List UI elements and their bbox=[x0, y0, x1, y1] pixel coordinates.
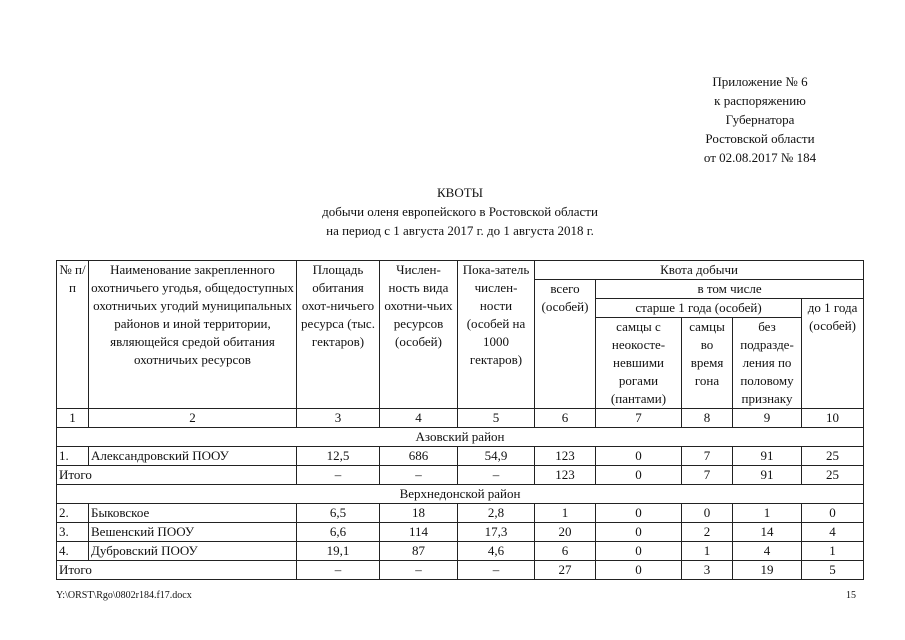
column-number: 5 bbox=[458, 409, 535, 428]
appendix-line: к распоряжению bbox=[714, 93, 806, 108]
total-population: – bbox=[380, 466, 458, 485]
table-row bbox=[57, 447, 864, 466]
row-males-antlers: 0 bbox=[596, 504, 682, 523]
header-indicator: Пока-затель числен-ности (особей на 1000 гектаров) bbox=[458, 261, 535, 409]
row-total: 6 bbox=[535, 542, 596, 561]
row-no-sex: 4 bbox=[733, 542, 802, 561]
row-area: 12,5 bbox=[297, 447, 380, 466]
row-indicator: 54,9 bbox=[458, 447, 535, 466]
appendix-line: Ростовской области bbox=[705, 131, 815, 146]
total-area: – bbox=[297, 561, 380, 580]
table-row bbox=[57, 542, 864, 561]
row-area: 19,1 bbox=[297, 542, 380, 561]
row-num: 1. bbox=[57, 447, 89, 466]
total-no-sex: 91 bbox=[733, 466, 802, 485]
row-no-sex: 14 bbox=[733, 523, 802, 542]
column-number: 9 bbox=[733, 409, 802, 428]
row-males-rut: 0 bbox=[682, 504, 733, 523]
header-males-rut: самцы во время гона bbox=[682, 318, 733, 409]
total-total: 123 bbox=[535, 466, 596, 485]
header-num: № п/п bbox=[57, 261, 89, 409]
row-population: 87 bbox=[380, 542, 458, 561]
row-name: Александровский ПООУ bbox=[89, 447, 297, 466]
row-no-sex: 91 bbox=[733, 447, 802, 466]
row-total: 123 bbox=[535, 447, 596, 466]
title-line: на период с 1 августа 2017 г. до 1 августа 2018 г. bbox=[326, 223, 594, 238]
total-label: Итого bbox=[57, 561, 297, 580]
row-under1: 25 bbox=[802, 447, 864, 466]
header-older: старше 1 года (особей) bbox=[596, 299, 802, 318]
table-body bbox=[57, 428, 864, 580]
total-population: – bbox=[380, 561, 458, 580]
document-title bbox=[160, 183, 760, 240]
total-label: Итого bbox=[57, 466, 297, 485]
district-name: Верхнедонской район bbox=[57, 485, 864, 504]
file-path: Y:\ORST\Rgo\0802r184.f17.docx bbox=[56, 590, 192, 601]
header-population: Числен-ность вида охотни-чьих ресурсов (особей) bbox=[380, 261, 458, 409]
header-total: всего (особей) bbox=[535, 280, 596, 409]
row-no-sex: 1 bbox=[733, 504, 802, 523]
row-name: Вешенский ПООУ bbox=[89, 523, 297, 542]
quota-table bbox=[56, 260, 864, 580]
column-number-row bbox=[57, 409, 864, 428]
column-number: 4 bbox=[380, 409, 458, 428]
total-indicator: – bbox=[458, 466, 535, 485]
row-under1: 4 bbox=[802, 523, 864, 542]
row-indicator: 2,8 bbox=[458, 504, 535, 523]
total-males-rut: 3 bbox=[682, 561, 733, 580]
table-row bbox=[57, 504, 864, 523]
title-line: добычи оленя европейского в Ростовской области bbox=[322, 204, 598, 219]
total-indicator: – bbox=[458, 561, 535, 580]
total-area: – bbox=[297, 466, 380, 485]
total-row bbox=[57, 466, 864, 485]
appendix-line: Губернатора bbox=[725, 112, 795, 127]
row-num: 2. bbox=[57, 504, 89, 523]
row-indicator: 17,3 bbox=[458, 523, 535, 542]
header-no-sex: без подразде-ления по половому признаку bbox=[733, 318, 802, 409]
appendix-line: от 02.08.2017 № 184 bbox=[703, 150, 817, 165]
page-number: 15 bbox=[846, 590, 856, 601]
header-incl: в том числе bbox=[596, 280, 864, 299]
row-under1: 0 bbox=[802, 504, 864, 523]
row-population: 18 bbox=[380, 504, 458, 523]
appendix-line: Приложение № 6 bbox=[712, 74, 808, 89]
column-number: 10 bbox=[802, 409, 864, 428]
column-number: 2 bbox=[89, 409, 297, 428]
row-indicator: 4,6 bbox=[458, 542, 535, 561]
district-row bbox=[57, 485, 864, 504]
row-name: Быковское bbox=[89, 504, 297, 523]
total-males-antlers: 0 bbox=[596, 466, 682, 485]
column-number: 7 bbox=[596, 409, 682, 428]
total-total: 27 bbox=[535, 561, 596, 580]
total-under1: 5 bbox=[802, 561, 864, 580]
total-males-rut: 7 bbox=[682, 466, 733, 485]
column-number: 1 bbox=[57, 409, 89, 428]
total-under1: 25 bbox=[802, 466, 864, 485]
row-population: 114 bbox=[380, 523, 458, 542]
title-line: КВОТЫ bbox=[436, 185, 483, 200]
row-males-antlers: 0 bbox=[596, 523, 682, 542]
total-row bbox=[57, 561, 864, 580]
table-row bbox=[57, 523, 864, 542]
row-total: 20 bbox=[535, 523, 596, 542]
header-quota: Квота добычи bbox=[535, 261, 864, 280]
header-name: Наименование закрепленного охотничьего угодья, общедоступных охотничьих угодий муниципальных районов и иной территории, являющейся средой обитания охотничьих ресурсов bbox=[89, 261, 297, 409]
header-under1: до 1 года (особей) bbox=[802, 299, 864, 409]
row-under1: 1 bbox=[802, 542, 864, 561]
row-males-rut: 7 bbox=[682, 447, 733, 466]
row-area: 6,6 bbox=[297, 523, 380, 542]
column-number: 8 bbox=[682, 409, 733, 428]
header-males-antlers: самцы с неокосте-невшими рогами (пантами) bbox=[596, 318, 682, 409]
row-males-rut: 1 bbox=[682, 542, 733, 561]
row-males-rut: 2 bbox=[682, 523, 733, 542]
column-number: 6 bbox=[535, 409, 596, 428]
row-population: 686 bbox=[380, 447, 458, 466]
district-row bbox=[57, 428, 864, 447]
district-name: Азовский район bbox=[57, 428, 864, 447]
appendix-block bbox=[640, 72, 880, 167]
row-males-antlers: 0 bbox=[596, 447, 682, 466]
row-num: 3. bbox=[57, 523, 89, 542]
row-num: 4. bbox=[57, 542, 89, 561]
row-total: 1 bbox=[535, 504, 596, 523]
row-name: Дубровский ПООУ bbox=[89, 542, 297, 561]
row-area: 6,5 bbox=[297, 504, 380, 523]
row-males-antlers: 0 bbox=[596, 542, 682, 561]
column-number: 3 bbox=[297, 409, 380, 428]
header-area: Площадь обитания охот-ничьего ресурса (тыс. гектаров) bbox=[297, 261, 380, 409]
total-males-antlers: 0 bbox=[596, 561, 682, 580]
total-no-sex: 19 bbox=[733, 561, 802, 580]
